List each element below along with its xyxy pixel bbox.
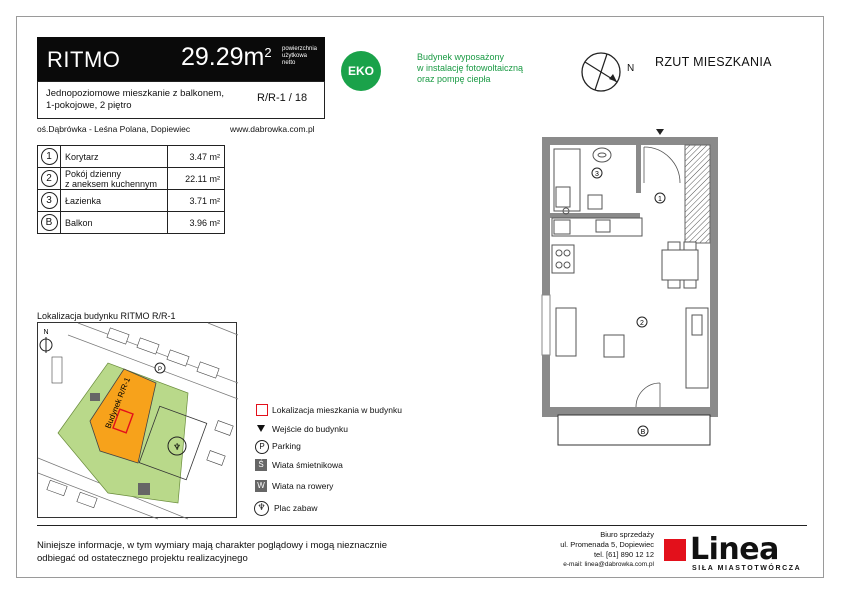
floor-plan [540, 125, 730, 436]
apartment-code: R/R-1 / 18 [257, 92, 308, 104]
svg-text:N: N [43, 329, 49, 336]
red-square-icon [256, 404, 268, 416]
room-number: 2 [41, 170, 58, 187]
table-row [38, 146, 225, 168]
apartment-area: $29.29m^2$ [181, 43, 272, 71]
room-area: 3.96 m² [168, 212, 225, 234]
apartment-info [37, 81, 325, 119]
location-map [37, 322, 237, 518]
sales-office: Biuro sprzedaży ul. Promenada 5, Dopiewiec tel. [61] 890 12 12 e-mail: linea@dabrowka.com.pl [560, 530, 654, 568]
building-label: Budynek R/R-1 [103, 376, 133, 430]
plan-label-corridor: 1 [658, 196, 662, 203]
plan-title: RZUT MIESZKANIA [655, 55, 772, 69]
svg-text:P: P [157, 367, 163, 373]
area-note: powierzchnia użytkowa netto [282, 46, 318, 66]
room-area: 22.11 m² [168, 168, 225, 190]
legend-label: Plac zabaw [274, 503, 318, 513]
compass-icon [579, 50, 623, 94]
linea-logo: Linea SIŁA MIASTOTWÓRCZA [664, 535, 801, 572]
logo-red-square [664, 539, 686, 561]
parking-icon: P [255, 440, 269, 454]
room-area: 3.47 m² [168, 146, 225, 168]
eko-description: Budynek wyposażony w instalację fotowoltaiczną oraz pompę ciepła [417, 52, 524, 84]
room-name: Balkon [61, 212, 168, 234]
room-name: Pokój dzienny z aneksem kuchennym [61, 168, 168, 190]
disclaimer: Niniejsze informacje, w tym wymiary mają charakter poglądowy i mogą nieznacznie odbiegać od ostatecznego projektu realizacyjnego [37, 540, 388, 564]
apartment-description: Jednopoziomowe mieszkanie z balkonem, 1-pokojowe, 2 piętro [46, 88, 224, 111]
table-row [38, 168, 225, 190]
estate-address: oś.Dąbrówka - Leśna Polana, Dopiewiec [37, 124, 191, 134]
rooms-table [37, 145, 225, 234]
table-row [38, 212, 225, 234]
bike-shelter-icon: W [255, 480, 267, 492]
location-title: Lokalizacja budynku RITMO R/R-1 [37, 311, 176, 321]
playground-icon: ♆ [254, 501, 269, 516]
footer-divider [37, 525, 807, 526]
plan-label-balcony: B [640, 429, 646, 436]
table-row [38, 190, 225, 212]
eko-badge: EKO [341, 51, 381, 91]
header-bar [37, 37, 325, 81]
room-number: B [41, 214, 58, 231]
website-link[interactable]: www.dabrowka.com.pl [230, 124, 315, 134]
plan-label-living: 2 [640, 320, 644, 327]
legend-label: Wiata na rowery [272, 481, 334, 491]
legend-label: Parking [272, 441, 301, 451]
waste-shelter-icon: Ś [255, 459, 267, 471]
compass-label: N [627, 63, 635, 74]
room-number: 1 [41, 148, 58, 165]
plan-label-bathroom: 3 [595, 171, 599, 178]
room-name: Łazienka [61, 190, 168, 212]
room-area: 3.71 m² [168, 190, 225, 212]
project-name: RITMO [47, 47, 121, 72]
room-name: Korytarz [61, 146, 168, 168]
legend-label: Wiata śmietnikowa [272, 460, 343, 470]
legend-label: Lokalizacja mieszkania w budynku [272, 405, 402, 415]
room-number: 3 [41, 192, 58, 209]
svg-text:♆: ♆ [172, 443, 182, 453]
map-compass-icon [40, 329, 52, 353]
legend-label: Wejście do budynku [272, 424, 348, 434]
triangle-down-icon [256, 424, 266, 434]
